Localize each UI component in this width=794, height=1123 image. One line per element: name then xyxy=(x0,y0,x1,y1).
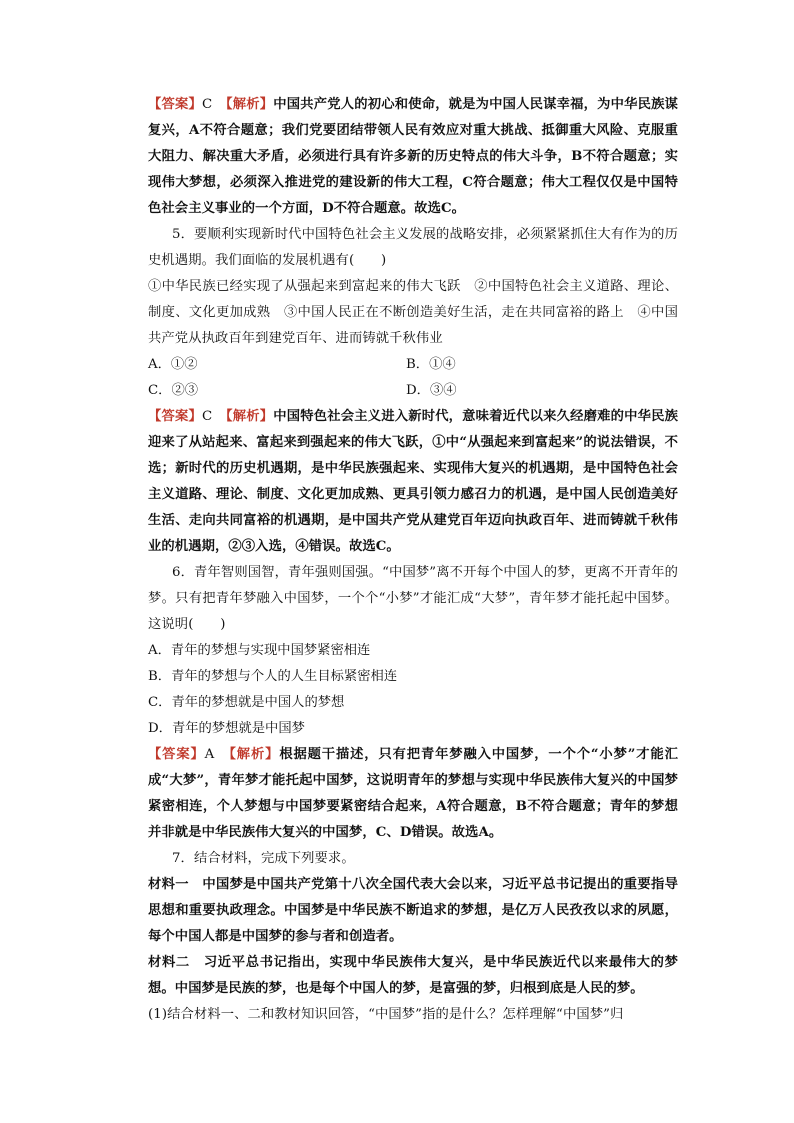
option-b: B．青年的梦想与个人的人生目标紧密相连 xyxy=(148,669,398,684)
analysis-tag: 【解析】 xyxy=(229,747,280,762)
answer-tag: 【答案】 xyxy=(148,409,202,424)
question-6-stem: 6．青年智则国智，青年强则国强。“中国梦”离不开每个中国人的梦，更离不开青年的梦。只有把青年梦融入中国梦，一个个“小梦”才能汇成“大梦”，青年梦才能托起中国梦。这说明( ) xyxy=(148,565,678,632)
material-2: 材料二 习近平总书记指出，实现中华民族伟大复兴，是中华民族近代以来最伟大的梦想。中国梦是民族的梦，也是每个中国人的梦，是富强的梦，归根到底是人民的梦。 xyxy=(148,955,678,996)
document-content xyxy=(148,92,678,1028)
question-5-stem: 5．要顺利实现新时代中国特色社会主义发展的战略安排，必须紧紧抓住大有作为的历史机遇期。我们面临的发展机遇有( ) xyxy=(148,227,678,268)
option-a: A．①② xyxy=(148,357,198,372)
analysis-tag: 【解析】 xyxy=(225,97,274,112)
answer-tag: 【答案】 xyxy=(148,97,202,112)
answer-block-6 xyxy=(148,742,678,846)
option-c: C．青年的梦想就是中国人的梦想 xyxy=(148,695,345,710)
question-7-stem: 7．结合材料，完成下列要求。 xyxy=(172,851,355,866)
option-d: D．青年的梦想就是中国梦 xyxy=(148,721,305,736)
option-c: C．②③ xyxy=(148,383,199,398)
analysis-text: 根据题干描述，只有把青年梦融入中国梦，一个个“小梦”才能汇成“大梦”，青年梦才能托起中国梦，这说明青年的梦想与实现中华民族伟大复兴的中国梦紧密相连，个人梦想与中国梦要紧密结合起来，A符合题意，B不符合题意；青年的梦想并非就是中华民族伟大复兴的中国梦，C、D错误。故选A。 xyxy=(148,747,678,840)
analysis-text: 中国特色社会主义进入新时代，意味着近代以来久经磨难的中华民族迎来了从站起来、富起来到强起来的伟大飞跃，①中“从强起来到富起来”的说法错误，不选；新时代的历史机遇期，是中华民族强起来、实现伟大复兴的机遇期，是中国特色社会主义道路、理论、制度、文化更加成熟、更具引领力感召力的机遇，是中国人民创造美好生活、走向共同富裕的机遇期，是中国共产党从建党百年迈向执政百年、进而铸就千秋伟业的机遇期，②③入选，④错误。故选C。 xyxy=(148,409,679,554)
analysis-tag: 【解析】 xyxy=(225,409,274,424)
answer-value: C xyxy=(202,409,213,424)
answer-tag: 【答案】 xyxy=(148,747,205,762)
answer-value: C xyxy=(202,97,213,112)
question-5-options-row-2 xyxy=(148,378,678,404)
question-5-options-row-1 xyxy=(148,352,678,378)
answer-block-4 xyxy=(148,92,678,222)
option-d: D．③④ xyxy=(406,383,457,398)
answer-block-5 xyxy=(148,404,678,560)
analysis-text: 中国共产党人的初心和使命，就是为中国人民谋幸福，为中华民族谋复兴，A不符合题意；我们党要团结带领人民有效应对重大挑战、抵御重大风险、克服重大阻力、解决重大矛盾，必须进行具有许多新的历史特点的伟大斗争，B不符合题意；实现伟大梦想，必须深入推进党的建设新的伟大工程，C符合题意；伟大工程仅仅是中国特色社会主义事业的一个方面，D不符合题意。故选C。 xyxy=(148,97,679,216)
option-a: A．青年的梦想与实现中国梦紧密相连 xyxy=(148,643,371,658)
answer-value: A xyxy=(204,747,215,762)
question-5-statements: ①中华民族已经实现了从强起来到富起来的伟大飞跃 ②中国特色社会主义道路、理论、制度、文化更加成熟 ③中国人民正在不断创造美好生活，走在共同富裕的路上 ④中国共产党从执政百年到建党百年、进而铸就千秋伟业 xyxy=(148,279,678,346)
option-b: B．①④ xyxy=(406,357,456,372)
sub-question-1: (1)结合材料一、二和教材知识回答，“中国梦”指的是什么？怎样理解“中国梦”归 xyxy=(148,1007,624,1022)
material-1: 材料一 中国梦是中国共产党第十八次全国代表大会以来，习近平总书记提出的重要指导思想和重要执政理念。中国梦是中华民族不断追求的梦想，是亿万人民孜孜以求的夙愿，每个中国人都是中国梦的参与者和创造者。 xyxy=(148,877,678,944)
